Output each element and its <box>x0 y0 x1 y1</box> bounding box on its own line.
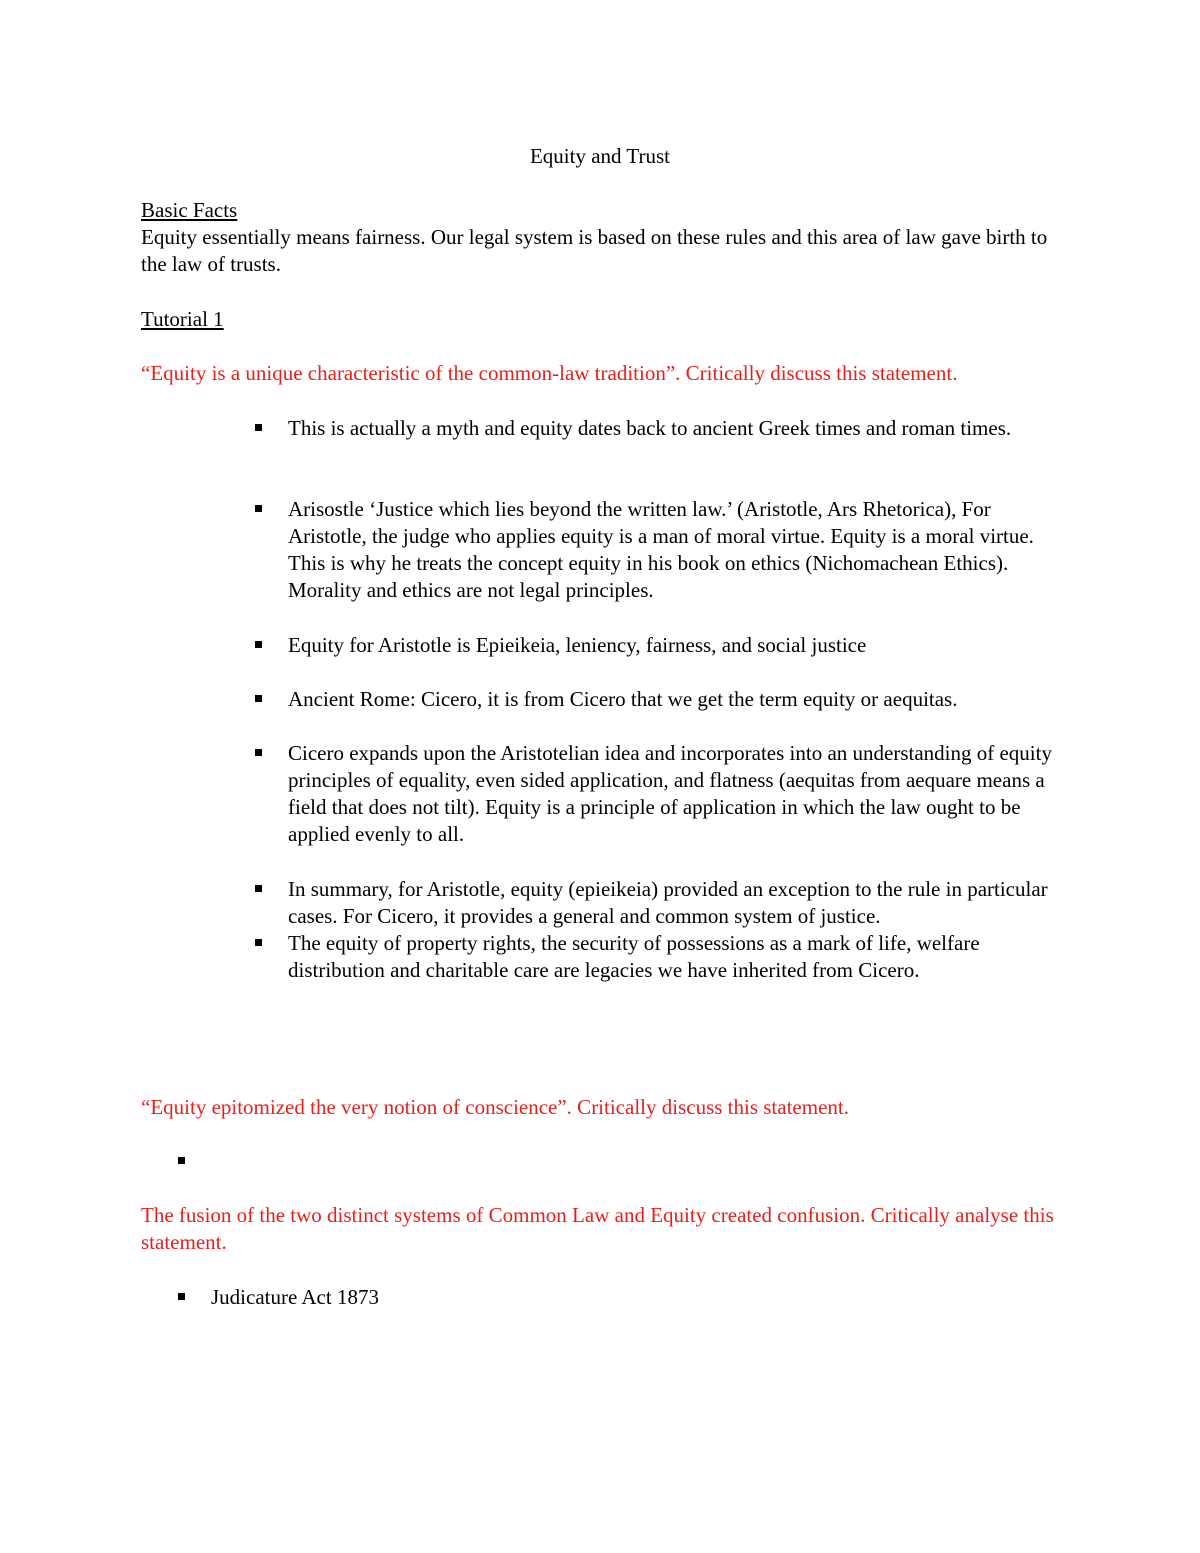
list-item-text: Ancient Rome: Cicero, it is from Cicero that we get the term equity or aequitas. <box>288 687 958 711</box>
bullet-square-icon <box>255 641 262 648</box>
question-3: The fusion of the two distinct systems of Common Law and Equity created confusion. Critically analyse this statement. <box>141 1203 1054 1254</box>
bullet-square-icon <box>255 505 262 512</box>
tutorial-heading: Tutorial 1 <box>141 307 224 331</box>
list-item-text: Judicature Act 1873 <box>211 1285 379 1309</box>
question-2: “Equity epitomized the very notion of conscience”. Critically discuss this statement. <box>141 1095 849 1119</box>
bullet-square-icon <box>178 1293 185 1300</box>
question-1: “Equity is a unique characteristic of the common-law tradition”. Critically discuss this statement. <box>141 361 958 385</box>
bullet-square-icon <box>255 939 262 946</box>
list-item-text: Equity for Aristotle is Epieikeia, leniency, fairness, and social justice <box>288 633 867 657</box>
document-title: Equity and Trust <box>529 144 671 168</box>
bullet-square-icon <box>178 1157 185 1164</box>
bullet-square-icon <box>255 749 262 756</box>
basic-facts-heading: Basic Facts <box>141 198 238 222</box>
list-item-text: The equity of property rights, the security of possessions as a mark of life, welfare distribution and charitable care are legacies we have inherited from Cicero. <box>288 931 980 982</box>
list-item-text: In summary, for Aristotle, equity (epieikeia) provided an exception to the rule in particular cases. For Cicero, it provides a general and common system of justice. <box>288 877 1048 928</box>
list-item-text: Cicero expands upon the Aristotelian idea and incorporates into an understanding of equity principles of equality, even sided application, and flatness (aequitas from aequare means a field that does not tilt). Equity is a principle of application in which the law ought to be applied evenly to all. <box>288 741 1052 846</box>
bullet-square-icon <box>255 695 262 702</box>
basic-facts-body: Equity essentially means fairness. Our legal system is based on these rules and this area of law gave birth to the law of trusts. <box>141 225 1048 276</box>
list-item-text: This is actually a myth and equity dates back to ancient Greek times and roman times. <box>288 416 1012 440</box>
bullet-square-icon <box>255 885 262 892</box>
bullet-square-icon <box>255 424 262 431</box>
list-item-text: Arisostle ‘Justice which lies beyond the written law.’ (Aristotle, Ars Rhetorica), For Aristotle, the judge who applies equity is a man of moral virtue. Equity is a moral virtue. This is why he treats the concept equity in his book on ethics (Nichomachean Ethics). Morality and ethics are not legal principles. <box>288 497 1034 602</box>
